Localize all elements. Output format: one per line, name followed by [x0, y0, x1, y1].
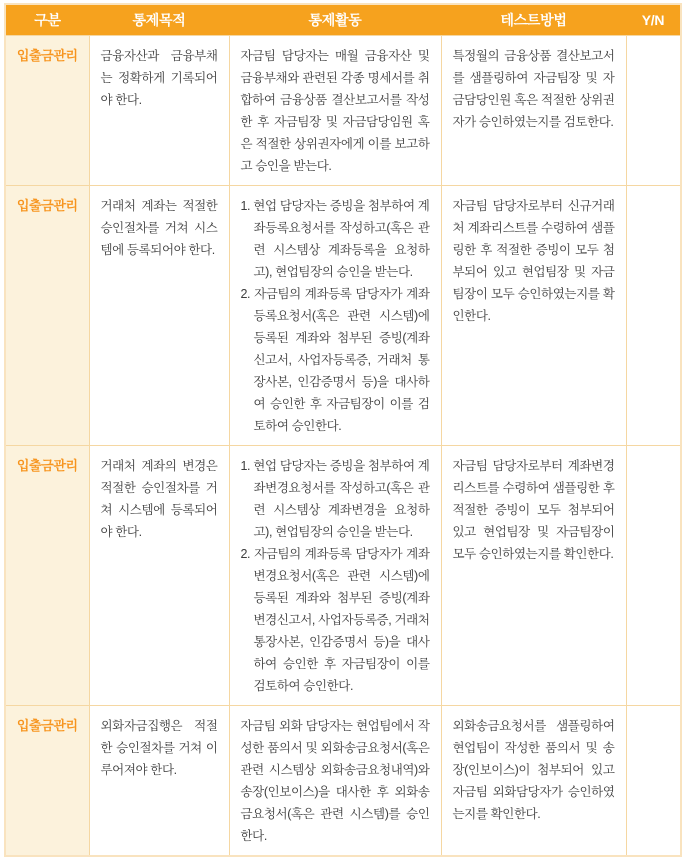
yn-cell: [626, 186, 681, 446]
activity-item: 자금팀 담당자는 매월 금융자산 및 금융부채와 관련된 각종 명세서를 취합하여 금융상품 결산보고서를 작성한 후 자금팀장 및 자금담당임원 혹은 적절한 상위권자에게 이를 보고하고 승인을 받는다.: [240, 49, 430, 173]
table-row: [5, 36, 681, 186]
activity-item: 1. 현업 담당자는 증빙을 첨부하여 계좌등록요청서를 작성하고(혹은 관련 시스템상 계좌등록을 요청하고), 현업팀장의 승인을 받는다.: [240, 199, 430, 279]
objective-cell: 거래처 계좌의 변경은 적절한 승인절차를 거쳐 시스템에 등록되어야 한다.: [89, 446, 229, 706]
activity-item: 자금팀 외화 담당자는 현업팀에서 작성한 품의서 및 외화송금요청서(혹은 관련 시스템상 외화송금요청내역)와 송장(인보이스)을 대사한 후 외화송금요청서(혹은 관련 시스템)를 승인한다.: [240, 719, 430, 843]
yn-cell: [626, 36, 681, 186]
test-cell: 자금팀 담당자로부터 신규거래처 계좌리스트를 수령하여 샘플링한 후 적절한 증빙이 모두 첨부되어 있고 현업팀장 및 자금팀장이 모두 승인하였는지를 확인한다.: [441, 186, 626, 446]
column-header-test: 테스트방법: [441, 4, 626, 36]
category-cell: 입출금관리: [5, 186, 89, 446]
objective-cell: 외화자금집행은 적절한 승인절차를 거쳐 이루어져야 한다.: [89, 706, 229, 857]
yn-cell: [626, 446, 681, 706]
activity-cell: [229, 446, 441, 706]
activity-item: 2. 자금팀의 계좌등록 담당자가 계좌등록요청서(혹은 관련 시스템)에 등록된 계좌와 첨부된 증빙(계좌신고서, 사업자등록증, 거래처 통장사본, 인감증명서 등)을 대사하여 승인한 후 자금팀장이 이를 검토하여 승인한다.: [240, 287, 430, 433]
activity-cell: [229, 186, 441, 446]
column-header-yn: Y/N: [626, 4, 681, 36]
test-cell: 자금팀 담당자로부터 계좌변경리스트를 수령하여 샘플링한 후 적절한 증빙이 모두 첨부되어 있고 현업팀장 및 자금팀장이 모두 승인하였는지를 확인한다.: [441, 446, 626, 706]
activity-item: 1. 현업 담당자는 증빙을 첨부하여 계좌변경요청서를 작성하고(혹은 관련 시스템상 계좌변경을 요청하고), 현업팀장의 승인을 받는다.: [240, 459, 430, 539]
category-cell: 입출금관리: [5, 36, 89, 186]
table-body: [5, 36, 681, 857]
activity-cell: [229, 706, 441, 857]
category-cell: 입출금관리: [5, 446, 89, 706]
column-header-objective: 통제목적: [89, 4, 229, 36]
activity-item: 2. 자금팀의 계좌등록 담당자가 계좌변경요청서(혹은 관련 시스템)에 등록된 계좌와 첨부된 증빙(계좌변경신고서, 사업자등록증, 거래처 통장사본, 인감증명서 등)을 대사하여 승인한 후 자금팀장이 이를 검토하여 승인한다.: [240, 547, 430, 693]
controls-table: [4, 3, 682, 857]
objective-cell: 금융자산과 금융부채는 정확하게 기록되어야 한다.: [89, 36, 229, 186]
activity-cell: [229, 36, 441, 186]
table-row: [5, 446, 681, 706]
objective-cell: 거래처 계좌는 적절한 승인절차를 거쳐 시스템에 등록되어야 한다.: [89, 186, 229, 446]
table-row: [5, 186, 681, 446]
header-row: [5, 4, 681, 36]
column-header-activity: 통제활동: [229, 4, 441, 36]
table-header: [5, 4, 681, 36]
test-cell: 외화송금요청서를 샘플링하여 현업팀이 작성한 품의서 및 송장(인보이스)이 첨부되어 있고 자금팀 외화담당자가 승인하였는지를 확인한다.: [441, 706, 626, 857]
yn-cell: [626, 706, 681, 857]
category-cell: 입출금관리: [5, 706, 89, 857]
test-cell: 특정월의 금융상품 결산보고서를 샘플링하여 자금팀장 및 자금담당인원 혹은 적절한 상위권자가 승인하였는지를 검토한다.: [441, 36, 626, 186]
table-row: [5, 706, 681, 857]
column-header-category: 구분: [5, 4, 89, 36]
